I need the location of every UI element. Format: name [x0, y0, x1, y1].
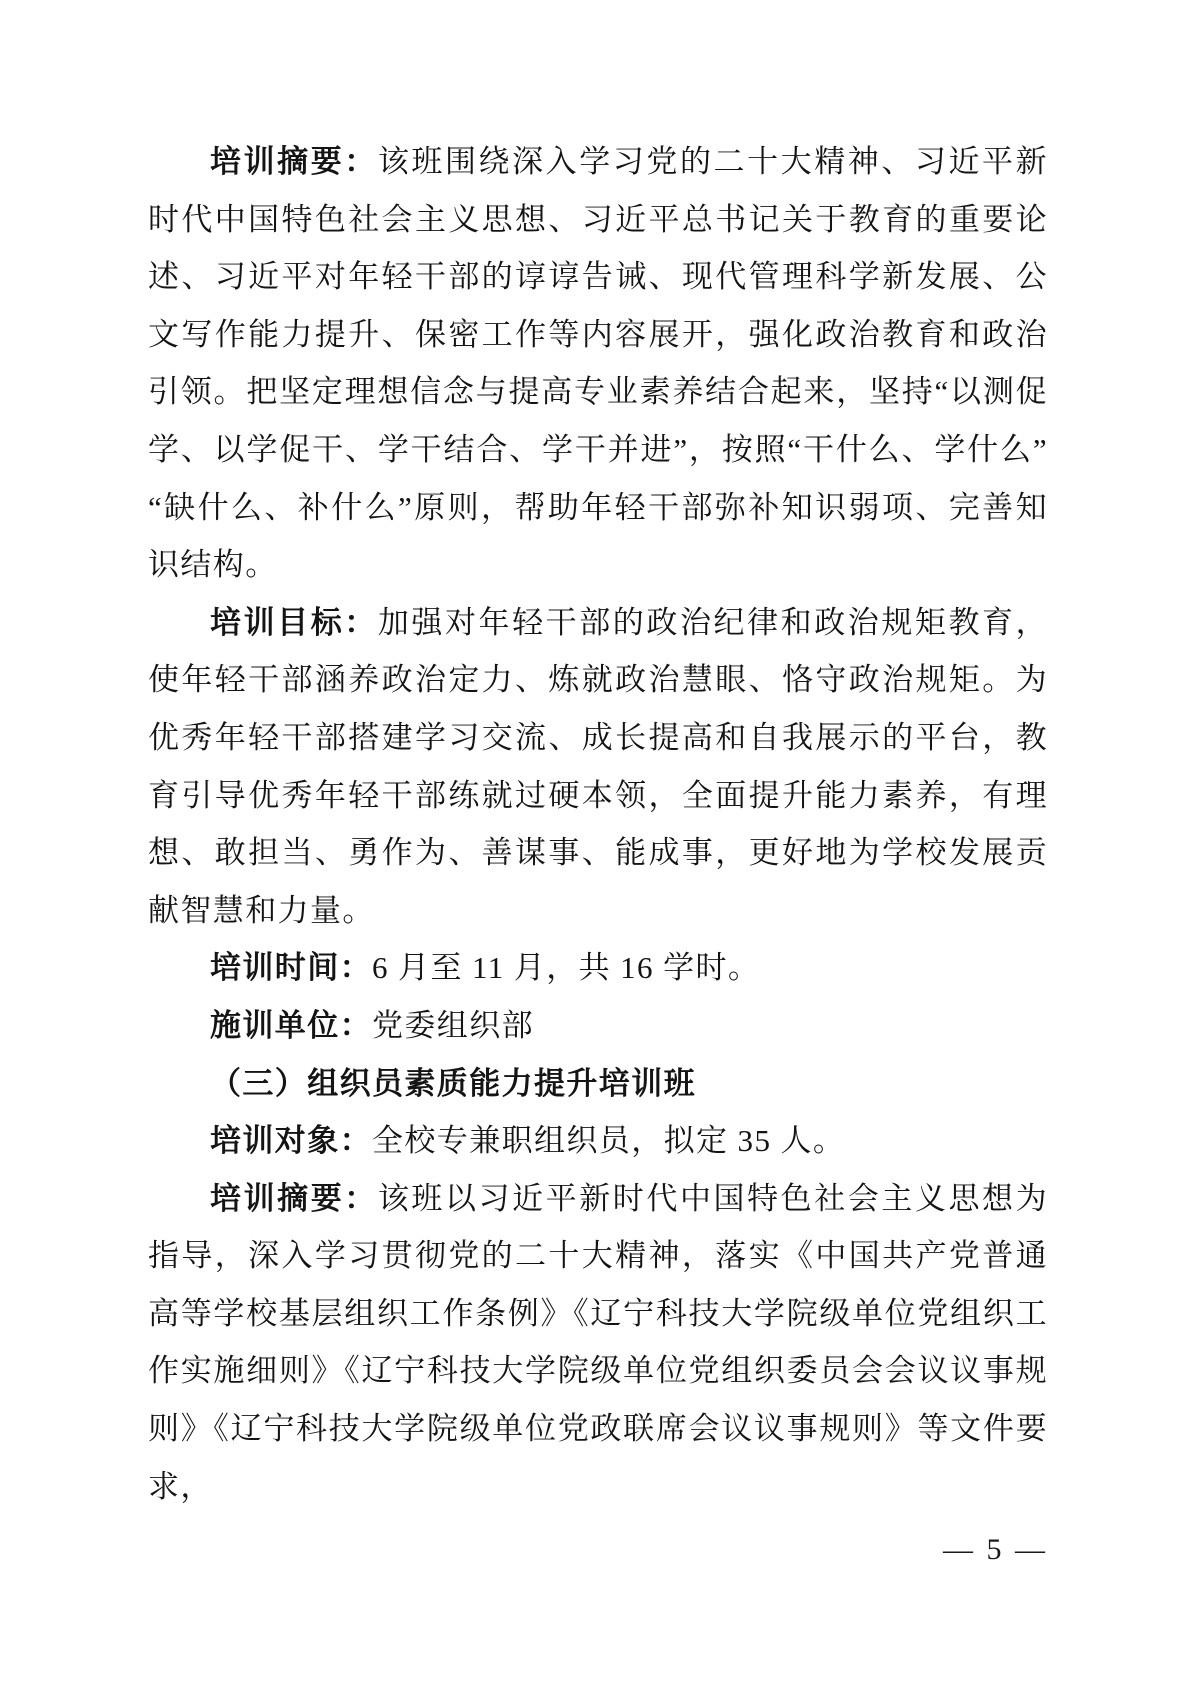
paragraph: [148, 594, 1048, 940]
paragraph-text: 全校专兼职组织员，拟定 35 人。: [372, 1123, 846, 1159]
paragraph-text: 党委组织部: [372, 1007, 534, 1043]
paragraph: [148, 1112, 1048, 1170]
paragraph-text: 该班围绕深入学习党的二十大精神、习近平新时代中国特色社会主义思想、习近平总书记关于教育的重要论述、习近平对年轻干部的谆谆告诫、现代管理科学新发展、公文写作能力提升、保密工作等内容展开，强化政治教育和政治引领。把坚定理想信念与提高专业素养结合起来，坚持“以测促学、以学促干、学干结合、学干并进”，按照“干什么、学什么”“缺什么、补什么”原则，帮助年轻干部弥补知识弱项、完善知识结构。: [148, 144, 1049, 583]
document-body: [148, 133, 1048, 1515]
section-heading: [148, 1055, 1048, 1113]
paragraph: [148, 1170, 1048, 1516]
paragraph-label: 培训摘要：: [210, 144, 378, 179]
paragraph-text: 加强对年轻干部的政治纪律和政治规矩教育，使年轻干部涵养政治定力、炼就政治慧眼、恪守政治规矩。为优秀年轻干部搭建学习交流、成长提高和自我展示的平台，教育引导优秀年轻干部练就过硬本领，全面提升能力素养，有理想、敢担当、勇作为、善谋事、能成事，更好地为学校发展贡献智慧和力量。: [148, 604, 1049, 928]
paragraph: [148, 939, 1048, 997]
paragraph-label: 培训时间：: [210, 950, 372, 986]
page-number: — 5 —: [943, 1533, 1048, 1566]
paragraph-label: 施训单位：: [210, 1007, 372, 1043]
paragraph-label: 培训对象：: [210, 1123, 372, 1159]
paragraph: [148, 997, 1048, 1055]
paragraph: [148, 133, 1048, 594]
paragraph-text: 6 月至 11 月，共 16 学时。: [372, 950, 761, 986]
paragraph-label: 培训目标：: [210, 604, 378, 640]
section-heading-text: （三）组织员素质能力提升培训班: [210, 1065, 696, 1101]
paragraph-text: 该班以习近平新时代中国特色社会主义思想为指导，深入学习贯彻党的二十大精神，落实《中国共产党普通高等学校基层组织工作条例》《辽宁科技大学院级单位党组织工作实施细则》《辽宁科技大学院级单位党组织委员会会议议事规则》《辽宁科技大学院级单位党政联席会议议事规则》等文件要求，: [148, 1180, 1049, 1504]
paragraph-label: 培训摘要：: [210, 1180, 378, 1216]
